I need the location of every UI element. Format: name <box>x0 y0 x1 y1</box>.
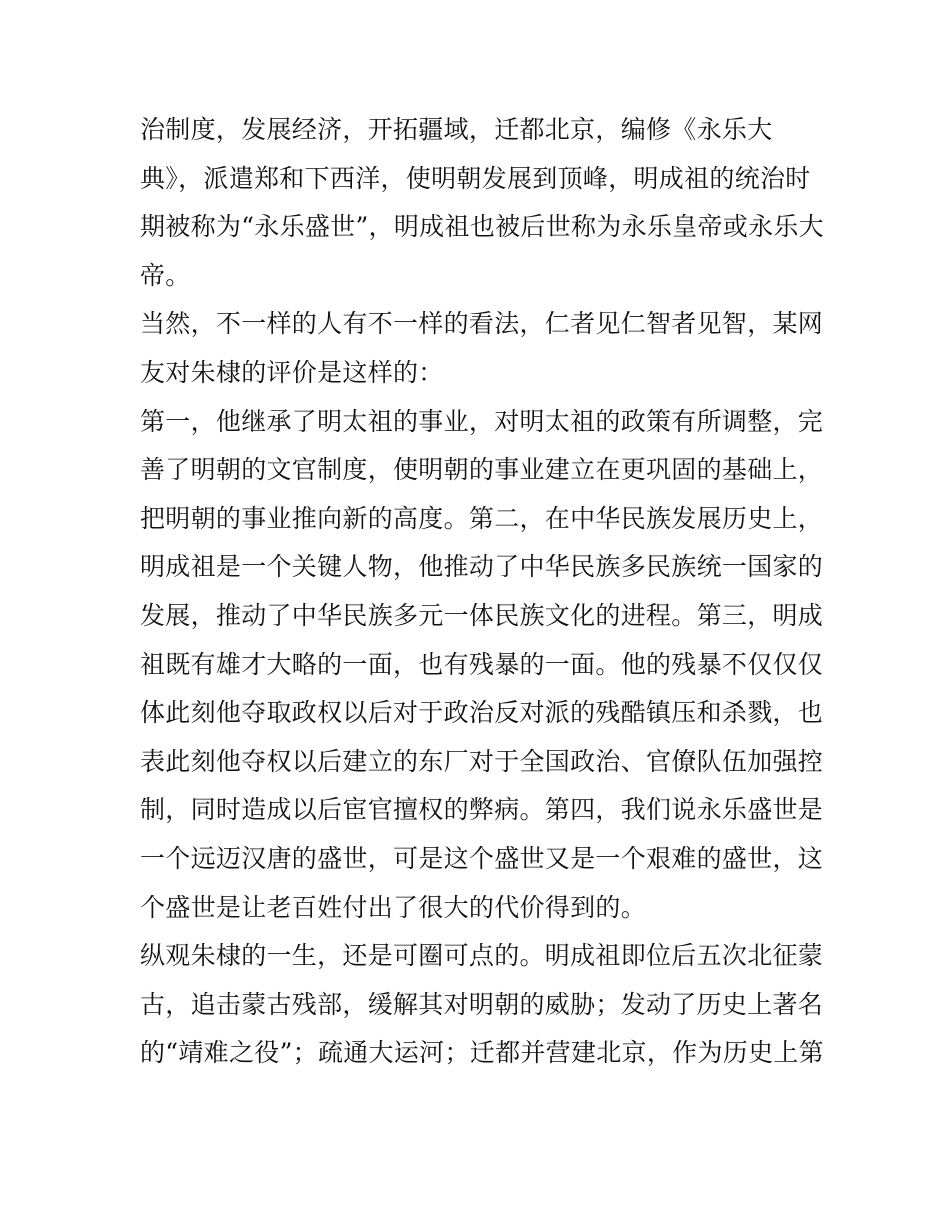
text-line: 表此刻他夺权以后建立的东厂对于全国政治、官僚队伍加强控 <box>140 746 824 776</box>
text-line: 第一，他继承了明太祖的事业，对明太祖的政策有所调整，完 <box>140 406 824 436</box>
document-body <box>140 106 824 1078</box>
text-line: 把明朝的事业推向新的高度。第二，在中华民族发展历史上， <box>140 503 824 533</box>
text-line: 祖既有雄才大略的一面，也有残暴的一面。他的残暴不仅仅仅 <box>140 649 824 679</box>
text-line: 治制度，发展经济，开拓疆域，迁都北京，编修《永乐大 <box>140 115 773 144</box>
text-line: 友对朱棣的评价是这样的： <box>140 357 444 387</box>
text-line: 个盛世是让老百姓付出了很大的代价得到的。 <box>140 892 647 922</box>
text-line: 古，追击蒙古残部，缓解其对明朝的威胁；发动了历史上著名 <box>140 989 824 1019</box>
text-line: 善了明朝的文官制度，使明朝的事业建立在更巩固的基础上， <box>140 455 824 485</box>
text-line: 期被称为“永乐盛世”，明成祖也被后世称为永乐皇帝或永乐大 <box>140 212 824 242</box>
text-line: 纵观朱棣的一生，还是可圈可点的。明成祖即位后五次北征蒙 <box>140 941 824 971</box>
text-line: 体此刻他夺取政权以后对于政治反对派的残酷镇压和杀戮，也 <box>140 698 824 728</box>
text-line: 一个远迈汉唐的盛世，可是这个盛世又是一个艰难的盛世，这 <box>140 843 824 873</box>
text-line: 典》，派遣郑和下西洋，使明朝发展到顶峰，明成祖的统治时 <box>140 163 811 193</box>
text-line: 明成祖是一个关键人物，他推动了中华民族多民族统一国家的 <box>140 552 824 582</box>
text-line: 发展，推动了中华民族多元一体民族文化的进程。第三，明成 <box>140 600 824 630</box>
text-line: 帝。 <box>140 260 191 290</box>
text-line: 当然，不一样的人有不一样的看法，仁者见仁智者见智，某网 <box>140 309 824 339</box>
text-line: 的“靖难之役”；疏通大运河；迁都并营建北京，作为历史上第 <box>140 1038 824 1068</box>
text-line: 制，同时造成以后宦官擅权的弊病。第四，我们说永乐盛世是 <box>140 795 824 825</box>
